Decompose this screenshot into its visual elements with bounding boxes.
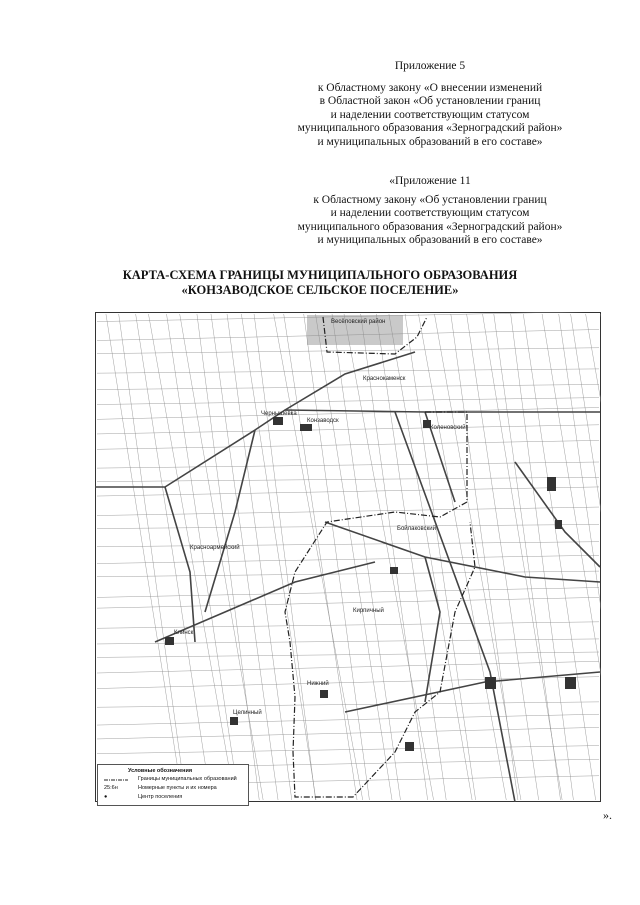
appendix-11-title: «Приложение 11 [389,175,471,187]
boundary-line-icon [104,778,128,782]
map-label: Коленовский [430,425,466,431]
map-label: Бойлаковский [397,526,436,532]
appendix-5-line: и наделении соответствующим статусом [330,108,530,121]
map-label: Весёловский район [331,319,386,325]
map-title [20,268,620,298]
map-label: Кирпичный [353,608,384,614]
settlement-center-icon: ● [104,794,108,800]
appendix-11-header [260,175,600,248]
map-label: Конзаводск [307,418,339,424]
appendix-5-title: Приложение 5 [394,60,466,72]
map-title-line: «КОНЗАВОДСКОЕ СЕЛЬСКОЕ ПОСЕЛЕНИЕ» [181,283,459,297]
appendix-5-header [260,60,600,149]
appendix-5-line: в Областной закон «Об установлении границ [319,95,541,107]
boundary-map [95,312,601,802]
appendix-5-line: муниципального образования «Зерноградский район» [297,122,563,134]
appendix-11-line: к Областному закону «Об установлении границ [313,193,547,206]
legend-row-label: Центр поселения [138,794,183,800]
map-label: Клинск [174,630,194,636]
map-label: Чернышевка [261,411,297,417]
appendix-11-line: и муниципальных образований в его составе» [317,234,543,246]
closing-quote: ». [603,808,612,822]
map-title-line: КАРТА-СХЕМА ГРАНИЦЫ МУНИЦИПАЛЬНОГО ОБРАЗОВАНИЯ [122,268,518,282]
legend-row-label: Номерные пункты и их номера [138,785,217,791]
map-legend [97,764,249,806]
appendix-11-line: муниципального образования «Зерноградский район» [297,220,563,233]
appendix-11-line: и наделении соответствующим статусом [330,207,530,219]
map-label: Целинный [233,710,262,716]
map-label: Красноармейский [190,545,240,551]
map-label: Нижний [307,681,329,687]
appendix-5-line: к Областному закону «О внесении изменений [317,81,543,94]
map-label: Краснокаменск [363,376,406,382]
appendix-5-line: и муниципальных образований в его составе» [317,135,543,148]
legend-point-symbol: 25:6н [104,785,118,791]
legend-row-label: Границы муниципальных образований [138,776,237,782]
legend-title: Условные обозначения [128,768,193,774]
